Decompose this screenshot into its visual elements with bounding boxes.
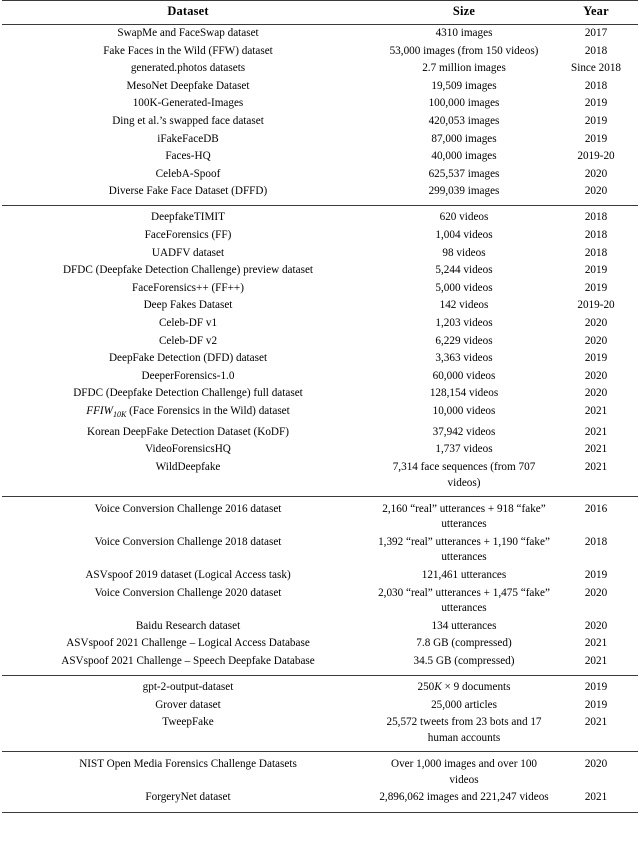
- cell-dataset-size: 98 videos: [442, 246, 486, 259]
- table-row: [2, 752, 638, 789]
- table-row: [2, 714, 638, 752]
- table-row: [2, 697, 638, 715]
- cell-dataset-size: 1,004 videos: [435, 229, 493, 242]
- cell-dataset-name: Voice Conversion Challenge 2020 dataset: [94, 586, 282, 599]
- cell-dataset-year: 2019: [584, 352, 608, 365]
- table-row: [2, 113, 638, 131]
- table-row: [2, 424, 638, 442]
- cell-dataset-size: 625,537 images: [428, 167, 500, 180]
- table-row: [2, 166, 638, 184]
- cell-dataset-year: 2019: [584, 698, 608, 711]
- cell-dataset-name: DFDC (Deepfake Detection Challenge) full dataset: [73, 387, 303, 400]
- table-body: [2, 25, 638, 813]
- cell-dataset-name: iFakeFaceDB: [157, 132, 219, 145]
- cell-dataset-name: Ding et al.’s swapped face dataset: [112, 114, 264, 127]
- cell-dataset-name: Korean DeepFake Detection Dataset (KoDF): [87, 425, 289, 438]
- cell-dataset-name: Voice Conversion Challenge 2018 dataset: [94, 535, 282, 548]
- cell-dataset-size: 2,896,062 images and 221,247 videos: [374, 789, 554, 812]
- table-row: [2, 635, 638, 653]
- cell-dataset-year: 2021: [554, 789, 638, 812]
- table-row: [2, 280, 638, 298]
- cell-dataset-size: 40,000 images: [431, 150, 497, 163]
- cell-dataset-name: 100K-Generated-Images: [132, 97, 244, 110]
- table-row: [2, 368, 638, 386]
- cell-dataset-size: 128,154 videos: [429, 387, 499, 400]
- cell-dataset-year: 2018: [554, 205, 638, 227]
- cell-dataset-name: Faces-HQ: [165, 150, 211, 163]
- cell-dataset-year: 2019: [584, 281, 608, 294]
- cell-dataset-name: WildDeepfake: [155, 460, 221, 473]
- cell-dataset-name: Diverse Fake Face Dataset (DFFD): [108, 185, 268, 198]
- cell-dataset-year: 2019: [584, 569, 608, 582]
- cell-dataset-year: 2020: [584, 317, 608, 329]
- table-row: [2, 148, 638, 166]
- cell-dataset-size: 7.8 GB (compressed): [416, 637, 512, 650]
- cell-dataset-size: 37,942 videos: [432, 425, 496, 438]
- column-header-size: Size: [374, 1, 554, 25]
- datasets-table-container: [2, 0, 638, 813]
- cell-dataset-year: 2021: [584, 637, 608, 650]
- cell-dataset-size: 142 videos: [439, 299, 489, 312]
- cell-dataset-year: 2019: [584, 132, 608, 145]
- table-row: [2, 183, 638, 205]
- cell-dataset-name: Deep Fakes Dataset: [143, 299, 233, 312]
- cell-dataset-year: 2018: [584, 535, 608, 548]
- cell-dataset-year: 2019-20: [577, 150, 615, 163]
- cell-dataset-year: Since 2018: [570, 62, 622, 75]
- table-row: [2, 567, 638, 585]
- cell-dataset-year: 2019: [554, 675, 638, 697]
- cell-dataset-name: FaceForensics (FF): [144, 229, 232, 242]
- cell-dataset-name: Celeb-DF v2: [158, 334, 218, 347]
- table-row: [2, 297, 638, 315]
- cell-dataset-year: 2021: [584, 716, 608, 729]
- cell-dataset-size: 34.5 GB (compressed): [413, 655, 515, 668]
- cell-dataset-name: DeepfakeTIMIT: [2, 205, 374, 227]
- cell-dataset-size: 1,737 videos: [435, 443, 493, 456]
- cell-dataset-year: 2020: [584, 185, 608, 198]
- table-row: [2, 78, 638, 96]
- cell-dataset-name: Fake Faces in the Wild (FFW) dataset: [103, 44, 273, 57]
- table-header: [2, 1, 638, 25]
- cell-dataset-size: 1,203 videos: [435, 317, 493, 329]
- cell-dataset-size: 121,461 utterances: [421, 569, 507, 582]
- table-row: [2, 534, 638, 567]
- cell-dataset-year: 2018: [584, 79, 608, 92]
- cell-dataset-size: 100,000 images: [428, 97, 500, 110]
- table-row: [2, 315, 638, 333]
- table-row: [2, 441, 638, 459]
- cell-dataset-name: DeeperForensics-1.0: [141, 369, 235, 382]
- cell-dataset-name: TweepFake: [162, 716, 214, 729]
- cell-dataset-year: 2020: [584, 619, 608, 632]
- cell-dataset-name: Baidu Research dataset: [135, 619, 241, 632]
- table-row: [2, 131, 638, 149]
- cell-dataset-size: 53,000 images (from 150 videos): [389, 44, 539, 57]
- table-row: [2, 675, 638, 697]
- cell-dataset-name: NIST Open Media Forensics Challenge Datasets: [2, 752, 374, 789]
- cell-dataset-name: Celeb-DF v1: [158, 317, 218, 329]
- cell-dataset-name: generated.photos datasets: [130, 62, 246, 75]
- cell-dataset-year: 2017: [584, 27, 608, 39]
- table-row: [2, 789, 638, 812]
- cell-dataset-size: 5,000 videos: [435, 281, 493, 294]
- cell-dataset-size: 6,229 videos: [435, 334, 493, 347]
- cell-dataset-name: ASVspoof 2021 Challenge – Logical Access Database: [66, 637, 310, 650]
- cell-dataset-name: $FFIW_{10K}$ (Face Forensics in the Wild) dataset: [86, 404, 290, 420]
- table-header-row: [2, 1, 638, 25]
- column-header-year: Year: [554, 1, 638, 25]
- table-row: [2, 459, 638, 497]
- cell-dataset-year: 2021: [584, 425, 608, 438]
- cell-dataset-name: VideoForensicsHQ: [145, 443, 231, 456]
- table-row: [2, 653, 638, 675]
- table-row: [2, 585, 638, 618]
- cell-dataset-size: 420,053 images: [428, 114, 500, 127]
- cell-dataset-size: 60,000 videos: [432, 369, 496, 382]
- datasets-table: [2, 0, 638, 813]
- column-header-dataset: Dataset: [2, 1, 374, 25]
- cell-dataset-year: 2021: [584, 460, 608, 473]
- cell-dataset-name: ASVspoof 2019 dataset (Logical Access task): [85, 569, 291, 582]
- cell-dataset-name: FaceForensics++ (FF++): [132, 281, 244, 294]
- cell-dataset-size: Over 1,000 images and over 100 videos: [374, 752, 554, 789]
- cell-dataset-size: 10,000 videos: [432, 404, 496, 417]
- cell-dataset-year: 2020: [584, 369, 608, 382]
- cell-dataset-year: 2019-20: [577, 299, 615, 312]
- cell-dataset-name: MesoNet Deepfake Dataset: [126, 79, 250, 92]
- cell-dataset-name: SwapMe and FaceSwap dataset: [117, 27, 259, 39]
- cell-dataset-name: ASVspoof 2021 Challenge – Speech Deepfake Database: [61, 655, 315, 668]
- cell-dataset-name: UADFV dataset: [151, 246, 225, 259]
- cell-dataset-name: Voice Conversion Challenge 2016 dataset: [2, 497, 374, 534]
- cell-dataset-size: 3,363 videos: [435, 352, 493, 365]
- table-row: [2, 43, 638, 61]
- cell-dataset-size: 2,030 “real” utterances + 1,475 “fake” utterances: [378, 586, 550, 615]
- cell-dataset-year: 2018: [584, 246, 608, 259]
- cell-dataset-name: ForgeryNet dataset: [2, 789, 374, 812]
- cell-dataset-size: 5,244 videos: [435, 264, 493, 277]
- cell-dataset-size: 2,160 “real” utterances + 918 “fake” utterances: [374, 497, 554, 534]
- cell-dataset-year: 2019: [584, 114, 608, 127]
- table-row: [2, 205, 638, 227]
- cell-dataset-size: 299,039 images: [428, 185, 500, 198]
- cell-dataset-year: 2021: [584, 655, 608, 668]
- cell-dataset-size: 250K × 9 documents: [374, 675, 554, 697]
- cell-dataset-name: Grover dataset: [155, 698, 221, 711]
- table-row: [2, 262, 638, 280]
- table-row: [2, 60, 638, 78]
- cell-dataset-year: 2018: [584, 44, 608, 57]
- cell-dataset-year: 2020: [584, 586, 608, 599]
- table-row: [2, 95, 638, 113]
- cell-dataset-year: 2020: [554, 752, 638, 789]
- cell-dataset-size: 4310 images: [435, 27, 493, 39]
- cell-dataset-name: CelebA-Spoof: [155, 167, 221, 180]
- table-row: [2, 245, 638, 263]
- cell-dataset-size: 25,572 tweets from 23 bots and 17 human accounts: [386, 716, 542, 744]
- table-row: [2, 403, 638, 424]
- cell-dataset-year: 2020: [584, 387, 608, 400]
- cell-dataset-size: 19,509 images: [431, 79, 497, 92]
- table-row: [2, 227, 638, 245]
- cell-dataset-size: 1,392 “real” utterances + 1,190 “fake” utterances: [378, 535, 550, 564]
- table-row: [2, 350, 638, 368]
- cell-dataset-name: DFDC (Deepfake Detection Challenge) preview dataset: [62, 264, 314, 277]
- cell-dataset-size: 25,000 articles: [431, 698, 497, 711]
- cell-dataset-size: 87,000 images: [431, 132, 497, 145]
- cell-dataset-year: 2021: [584, 443, 608, 456]
- cell-dataset-year: 2020: [584, 334, 608, 347]
- cell-dataset-size: 2.7 million images: [422, 62, 506, 75]
- cell-dataset-size: 7,314 face sequences (from 707 videos): [392, 460, 536, 489]
- cell-dataset-year: 2016: [554, 497, 638, 534]
- table-row: [2, 25, 638, 43]
- table-row: [2, 618, 638, 636]
- table-row: [2, 497, 638, 534]
- cell-dataset-year: 2019: [584, 97, 608, 110]
- cell-dataset-year: 2020: [584, 167, 608, 180]
- cell-dataset-year: 2021: [584, 404, 608, 417]
- cell-dataset-year: 2019: [584, 264, 608, 277]
- cell-dataset-size: 620 videos: [374, 205, 554, 227]
- cell-dataset-name: gpt-2-output-dataset: [2, 675, 374, 697]
- table-row: [2, 333, 638, 351]
- table-row: [2, 385, 638, 403]
- cell-dataset-size: 134 utterances: [431, 619, 497, 632]
- cell-dataset-year: 2018: [584, 229, 608, 242]
- cell-dataset-name: DeepFake Detection (DFD) dataset: [108, 352, 268, 365]
